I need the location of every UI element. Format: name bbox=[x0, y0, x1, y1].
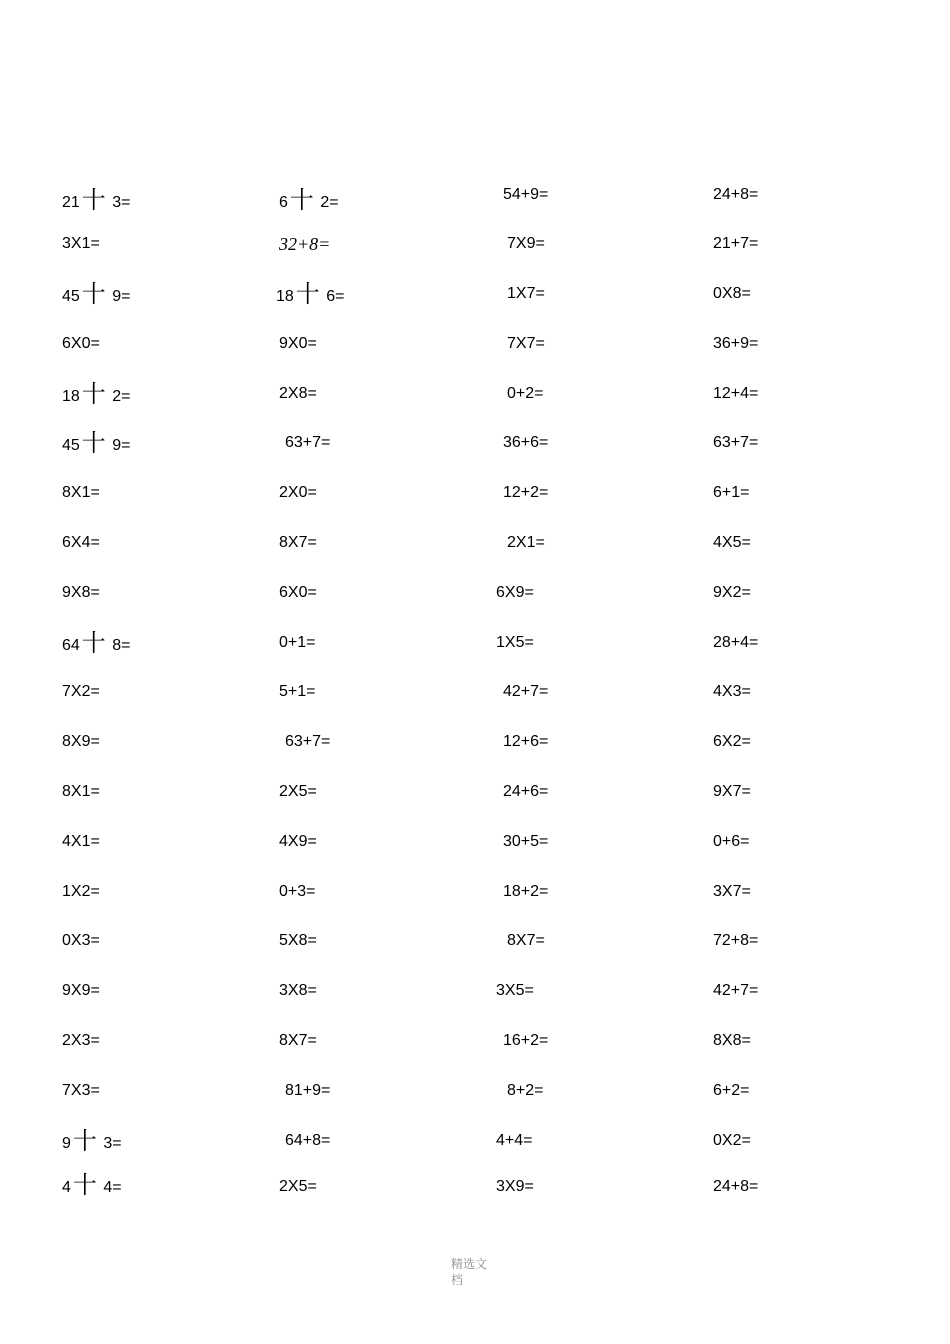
plus-sign: 十 bbox=[72, 1172, 97, 1199]
problem-r12-c2: 63+7= bbox=[285, 733, 331, 750]
problem-r4-c4: 36+9= bbox=[713, 335, 759, 352]
problem-r6-c2: 63+7= bbox=[285, 434, 331, 451]
problem-r15-c3: 18+2= bbox=[503, 883, 549, 900]
problem-r7-c3: 12+2= bbox=[503, 484, 549, 501]
problem-r3-c4: 0X8= bbox=[713, 285, 751, 302]
problem-r7-c4: 6+1= bbox=[713, 484, 750, 501]
problem-r11-c3: 42+7= bbox=[503, 683, 549, 700]
footer-line-2: 档 bbox=[451, 1273, 464, 1287]
problem-r17-c2: 3X8= bbox=[279, 982, 317, 999]
problem-r5-c3: 0+2= bbox=[507, 385, 544, 402]
problem-r10-c1: 64十 8= bbox=[62, 630, 131, 657]
problem-r10-c3: 1X5= bbox=[496, 634, 534, 651]
problem-r2-c1: 3X1= bbox=[62, 235, 100, 252]
problem-r13-c2: 2X5= bbox=[279, 783, 317, 800]
problem-r14-c1: 4X1= bbox=[62, 833, 100, 850]
problem-r21-c3: 3X9= bbox=[496, 1178, 534, 1195]
problem-r18-c3: 16+2= bbox=[503, 1032, 549, 1049]
problem-r20-c2: 64+8= bbox=[285, 1132, 331, 1149]
problem-r19-c2: 81+9= bbox=[285, 1082, 331, 1099]
plus-sign: 十 bbox=[289, 187, 314, 214]
problem-r17-c3: 3X5= bbox=[496, 982, 534, 999]
plus-sign: 十 bbox=[81, 187, 106, 214]
problem-r9-c2: 6X0= bbox=[279, 584, 317, 601]
problem-r10-c4: 28+4= bbox=[713, 634, 759, 651]
problem-r12-c4: 6X2= bbox=[713, 733, 751, 750]
plus-sign: 十 bbox=[81, 281, 106, 308]
problem-r19-c1: 7X3= bbox=[62, 1082, 100, 1099]
problem-r16-c3: 8X7= bbox=[507, 932, 545, 949]
problem-r16-c1: 0X3= bbox=[62, 932, 100, 949]
problem-r9-c1: 9X8= bbox=[62, 584, 100, 601]
problem-r8-c4: 4X5= bbox=[713, 534, 751, 551]
problem-r6-c3: 36+6= bbox=[503, 434, 549, 451]
problem-r1-c3: 54+9= bbox=[503, 186, 549, 203]
plus-sign: 十 bbox=[72, 1128, 97, 1155]
problem-r8-c2: 8X7= bbox=[279, 534, 317, 551]
problem-r1-c2: 6十 2= bbox=[279, 187, 339, 214]
problem-r21-c1: 4十 4= bbox=[62, 1172, 122, 1199]
problem-r18-c4: 8X8= bbox=[713, 1032, 751, 1049]
problem-r14-c3: 30+5= bbox=[503, 833, 549, 850]
problem-r11-c4: 4X3= bbox=[713, 683, 751, 700]
plus-sign: 十 bbox=[295, 281, 320, 308]
problem-r17-c1: 9X9= bbox=[62, 982, 100, 999]
problem-r1-c1: 21十 3= bbox=[62, 187, 131, 214]
problem-r5-c1: 18十 2= bbox=[62, 381, 131, 408]
problem-r1-c4: 24+8= bbox=[713, 186, 759, 203]
problem-r12-c3: 12+6= bbox=[503, 733, 549, 750]
problem-r19-c4: 6+2= bbox=[713, 1082, 750, 1099]
problem-r11-c2: 5+1= bbox=[279, 683, 316, 700]
problem-r21-c4: 24+8= bbox=[713, 1178, 759, 1195]
problem-r11-c1: 7X2= bbox=[62, 683, 100, 700]
problem-r18-c2: 8X7= bbox=[279, 1032, 317, 1049]
problem-r12-c1: 8X9= bbox=[62, 733, 100, 750]
plus-sign: 十 bbox=[81, 381, 106, 408]
problem-r8-c3: 2X1= bbox=[507, 534, 545, 551]
footer-line-1: 精选文 bbox=[451, 1257, 488, 1271]
problem-r16-c2: 5X8= bbox=[279, 932, 317, 949]
problem-r8-c1: 6X4= bbox=[62, 534, 100, 551]
problem-r13-c3: 24+6= bbox=[503, 783, 549, 800]
problem-r15-c2: 0+3= bbox=[279, 883, 316, 900]
problem-r3-c3: 1X7= bbox=[507, 285, 545, 302]
problem-r5-c4: 12+4= bbox=[713, 385, 759, 402]
problem-r21-c2: 2X5= bbox=[279, 1178, 317, 1195]
problem-r17-c4: 42+7= bbox=[713, 982, 759, 999]
problem-r9-c3: 6X9= bbox=[496, 584, 534, 601]
problem-r15-c1: 1X2= bbox=[62, 883, 100, 900]
problem-r4-c3: 7X7= bbox=[507, 335, 545, 352]
problem-r4-c1: 6X0= bbox=[62, 335, 100, 352]
problem-r7-c1: 8X1= bbox=[62, 484, 100, 501]
problem-r20-c1: 9十 3= bbox=[62, 1128, 122, 1155]
problem-r14-c4: 0+6= bbox=[713, 833, 750, 850]
problem-r3-c2: 18十 6= bbox=[276, 281, 345, 308]
problem-r3-c1: 45十 9= bbox=[62, 281, 131, 308]
problem-r18-c1: 2X3= bbox=[62, 1032, 100, 1049]
problem-r13-c1: 8X1= bbox=[62, 783, 100, 800]
problem-r10-c2: 0+1= bbox=[279, 634, 316, 651]
problem-r2-c3: 7X9= bbox=[507, 235, 545, 252]
footer-watermark bbox=[451, 1256, 499, 1288]
problem-r9-c4: 9X2= bbox=[713, 584, 751, 601]
problem-r20-c3: 4+4= bbox=[496, 1132, 533, 1149]
problem-r19-c3: 8+2= bbox=[507, 1082, 544, 1099]
problem-r4-c2: 9X0= bbox=[279, 335, 317, 352]
problem-r5-c2: 2X8= bbox=[279, 385, 317, 402]
problem-r7-c2: 2X0= bbox=[279, 484, 317, 501]
plus-sign: 十 bbox=[81, 430, 106, 457]
problem-r2-c2: 32+8= bbox=[279, 234, 331, 254]
problem-r6-c4: 63+7= bbox=[713, 434, 759, 451]
plus-sign: 十 bbox=[81, 630, 106, 657]
problem-r14-c2: 4X9= bbox=[279, 833, 317, 850]
problem-r2-c4: 21+7= bbox=[713, 235, 759, 252]
problem-r16-c4: 72+8= bbox=[713, 932, 759, 949]
problem-r20-c4: 0X2= bbox=[713, 1132, 751, 1149]
problem-r13-c4: 9X7= bbox=[713, 783, 751, 800]
problem-r6-c1: 45十 9= bbox=[62, 430, 131, 457]
problem-r15-c4: 3X7= bbox=[713, 883, 751, 900]
